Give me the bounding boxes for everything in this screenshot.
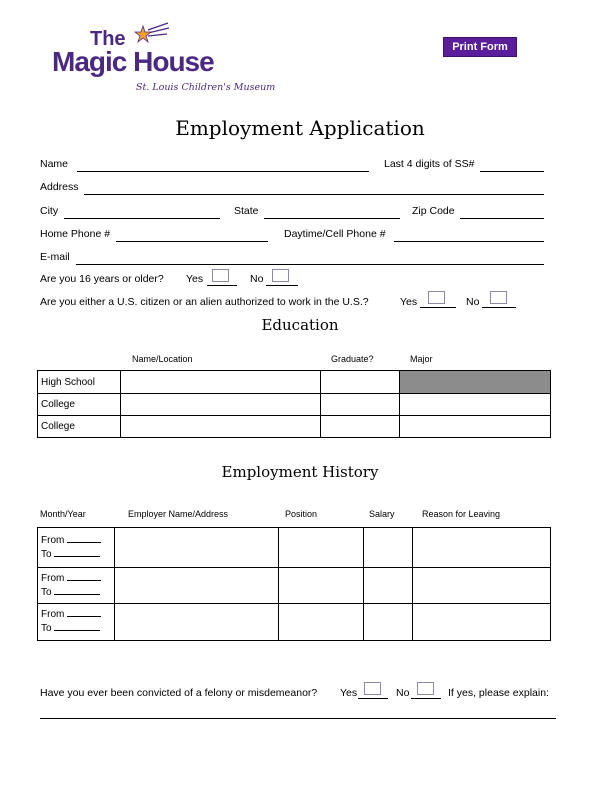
to-label: To: [41, 623, 52, 634]
edu-row-label: College: [38, 394, 121, 416]
email-field[interactable]: [76, 264, 544, 265]
emp-cell-position[interactable]: [279, 604, 364, 641]
felony-no-checkbox[interactable]: [417, 682, 434, 695]
emp-cell-position[interactable]: [279, 528, 364, 568]
from-field[interactable]: [67, 580, 101, 581]
education-table: [37, 370, 551, 438]
citizen-no-checkbox[interactable]: [490, 291, 507, 304]
felony-yes-underline: [358, 698, 388, 699]
edu-col-name: Name/Location: [132, 354, 193, 364]
from-field[interactable]: [67, 616, 101, 617]
emp-col-reason: Reason for Leaving: [422, 509, 501, 519]
age-no-underline: [266, 285, 298, 286]
from-label: From: [41, 572, 65, 584]
emp-cell-reason[interactable]: [413, 568, 551, 604]
to-field[interactable]: [54, 594, 100, 595]
logo: [52, 18, 302, 98]
table-row: [38, 394, 551, 416]
felony-no-label: No: [396, 687, 410, 699]
logo-the-text: The: [90, 28, 126, 50]
logo-tagline: St. Louis Children's Museum: [136, 82, 276, 93]
email-label: E-mail: [40, 251, 70, 263]
from-label: From: [41, 534, 65, 546]
table-row: [38, 568, 551, 604]
city-label: City: [40, 205, 59, 217]
emp-col-salary: Salary: [369, 509, 395, 519]
home-phone-field[interactable]: [116, 241, 268, 242]
citizen-no-underline: [482, 307, 516, 308]
table-row: [38, 371, 551, 394]
to-field[interactable]: [54, 630, 100, 631]
education-heading: Education: [261, 316, 339, 334]
edu-cell-graduate[interactable]: [321, 416, 400, 438]
emp-cell-employer[interactable]: [115, 528, 279, 568]
emp-cell-salary[interactable]: [364, 568, 413, 604]
emp-dates-cell: [38, 604, 115, 641]
zip-field[interactable]: [460, 218, 544, 219]
city-field[interactable]: [64, 218, 220, 219]
emp-cell-reason[interactable]: [413, 604, 551, 641]
emp-col-employer: Employer Name/Address: [128, 509, 229, 519]
felony-yes-checkbox[interactable]: [364, 682, 381, 695]
name-label: Name: [40, 158, 69, 170]
emp-cell-salary[interactable]: [364, 604, 413, 641]
home-phone-label: Home Phone #: [40, 228, 111, 240]
edu-cell-name[interactable]: [121, 416, 321, 438]
emp-dates-cell: [38, 528, 115, 568]
name-field[interactable]: [77, 171, 369, 172]
address-field[interactable]: [84, 194, 544, 195]
edu-cell-major[interactable]: [400, 394, 551, 416]
edu-row-label: College: [38, 416, 121, 438]
cell-phone-field[interactable]: [394, 241, 544, 242]
to-field[interactable]: [54, 556, 100, 557]
address-label: Address: [40, 181, 79, 193]
citizen-question: Are you either a U.S. citizen or an alien authorized to work in the U.S.?: [40, 296, 369, 308]
logo-main-text: Magic House: [52, 46, 214, 77]
ssn-label: Last 4 digits of SS#: [384, 158, 475, 170]
to-label: To: [41, 586, 52, 598]
emp-cell-employer[interactable]: [115, 604, 279, 641]
from-field[interactable]: [67, 542, 101, 543]
explain-field[interactable]: [40, 718, 556, 719]
emp-cell-reason[interactable]: [413, 528, 551, 568]
age-yes-checkbox[interactable]: [212, 269, 229, 282]
from-label: From: [41, 609, 65, 620]
edu-col-graduate: Graduate?: [331, 354, 374, 364]
felony-no-underline: [411, 698, 441, 699]
emp-cell-position[interactable]: [279, 568, 364, 604]
edu-cell-major[interactable]: [400, 416, 551, 438]
felony-yes-label: Yes: [340, 687, 358, 699]
print-form-button[interactable]: Print Form: [443, 37, 517, 57]
zip-label: Zip Code: [412, 205, 455, 217]
citizen-yes-checkbox[interactable]: [428, 291, 445, 304]
edu-col-major: Major: [410, 354, 433, 364]
citizen-no-label: No: [466, 296, 480, 308]
emp-dates-cell: [38, 568, 115, 604]
edu-cell-graduate[interactable]: [321, 394, 400, 416]
table-row: [38, 528, 551, 568]
table-row: [38, 604, 551, 641]
state-label: State: [234, 205, 259, 217]
edu-cell-major-shaded: [400, 371, 551, 394]
state-field[interactable]: [264, 218, 400, 219]
edu-cell-name[interactable]: [121, 371, 321, 394]
emp-col-month: Month/Year: [40, 509, 86, 519]
page-title: Employment Application: [175, 116, 425, 140]
ssn-field[interactable]: [480, 171, 544, 172]
edu-cell-graduate[interactable]: [321, 371, 400, 394]
cell-phone-label: Daytime/Cell Phone #: [284, 228, 386, 240]
emp-col-position: Position: [285, 509, 318, 519]
age-no-checkbox[interactable]: [272, 269, 289, 282]
table-row: [38, 416, 551, 438]
age-yes-underline: [207, 285, 237, 286]
explain-label: If yes, please explain:: [448, 687, 549, 699]
to-label: To: [41, 548, 52, 560]
edu-cell-name[interactable]: [121, 394, 321, 416]
employment-table: [37, 527, 551, 641]
edu-row-label: High School: [38, 371, 121, 394]
emp-cell-employer[interactable]: [115, 568, 279, 604]
age-yes-label: Yes: [186, 273, 204, 285]
employment-heading: Employment History: [221, 463, 379, 481]
citizen-yes-underline: [420, 307, 456, 308]
age-question: Are you 16 years or older?: [40, 273, 164, 285]
emp-cell-salary[interactable]: [364, 528, 413, 568]
felony-question: Have you ever been convicted of a felony or misdemeanor?: [40, 687, 318, 699]
age-no-label: No: [250, 273, 264, 285]
citizen-yes-label: Yes: [400, 296, 418, 308]
